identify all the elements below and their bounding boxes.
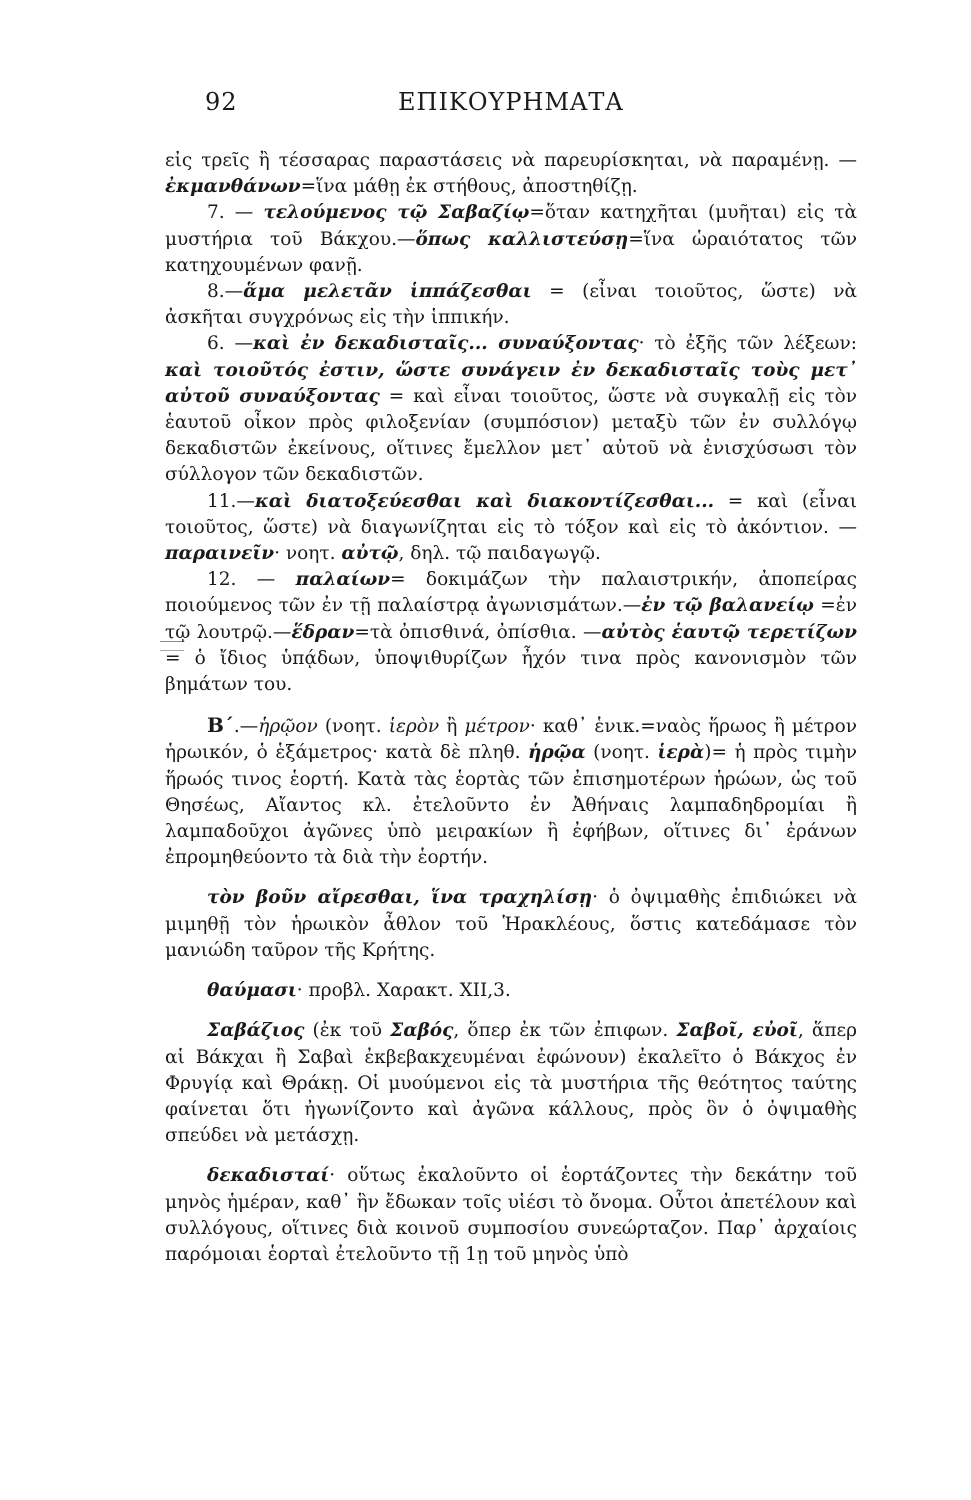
running-title: ΕΠΙΚΟΥΡΗΜΑΤΑ xyxy=(398,88,624,116)
text-run: · οὕτως ἐκαλοῦντο οἱ ἑορτάζοντες τὴν δεκάτην τοῦ μηνὸς ἡμέραν, καθ᾽ ἣν ἔδωκαν τοῖς υἱέσι τὸ ὄνομα. Οὗτοι ἀπετέλουν καὶ συλλόγους, οἵτινες διὰ κοινοῦ συμποσίου συνεώρταζον. Παρ᾽ ἀρχαίοις παρόμοιαι ἑορταὶ ἐτελοῦντο τῇ 1ῃ τοῦ μηνὸς ὑπὸ xyxy=(165,1165,857,1265)
page-body xyxy=(165,148,857,1268)
paragraph-p-cont xyxy=(165,148,857,200)
lemma-term: Σαβάζιος xyxy=(207,1020,305,1042)
lemma-term: Β΄ xyxy=(207,713,234,738)
paragraph-p-7 xyxy=(165,200,857,279)
lemma-term: δεκαδισταί xyxy=(207,1165,330,1187)
text-run: = καὶ (εἶναι τοιοῦτος, ὥστε) νὰ διαγωνίζηται εἰς τὸ τόξον καὶ εἰς τὸ ἀκόντιον. — xyxy=(165,490,857,538)
text-run: 11.— xyxy=(207,490,255,512)
lemma-term: Σαβοῖ, εὐοῖ xyxy=(676,1020,798,1042)
text-run: · τὸ ἐξῆς τῶν λέξεων: xyxy=(638,333,857,355)
text-run: =ἐν τῷ λουτρῷ.— xyxy=(165,595,857,643)
paragraph-p-B xyxy=(165,712,857,871)
lemma-term: καὶ ἐν δεκαδισταῖς... συναύξοντας xyxy=(252,333,639,355)
lemma-term: Σαβός xyxy=(390,1020,454,1042)
page-header xyxy=(0,88,971,124)
text-run: = ὁ ἴδιος ὑπᾴδων, ὑποψιθυρίζων ἦχόν τινα πρὸς κανονισμὸν τῶν βημάτων του. xyxy=(165,647,857,696)
lemma-term: ἅμα μελετᾶν ἱππάζεσθαι xyxy=(243,281,532,303)
text-run: ἢ xyxy=(439,716,465,738)
lemma-term: παλαίων xyxy=(295,569,391,591)
text-run: (νοητ. xyxy=(317,716,389,738)
text-run: εἰς τρεῖς ἢ τέσσαρας παραστάσεις νὰ παρευρίσκηται, νὰ παραμένῃ. — xyxy=(165,150,857,171)
page-number: 92 xyxy=(205,88,238,116)
text-run: , ὅπερ ἐκ τῶν ἐπιφων. xyxy=(453,1020,677,1042)
text-run: = δοκιμάζων τὴν παλαιστρικήν, ἀποπείρας ποιούμενος τῶν ἐν τῇ παλαίστρᾳ ἀγωνισμάτων.— xyxy=(165,569,857,617)
paragraph-p-dekad xyxy=(165,1163,857,1268)
text-run: · νοητ. xyxy=(274,543,342,565)
text-run: 6. — xyxy=(207,333,253,355)
text-run: , ἅπερ αἱ Βάκχαι ἢ Σαβαὶ ἐκβεβακχευμέναι ἐφώνουν) ἐκαλεῖτο ὁ Βάκχος ἐν Φρυγίᾳ καὶ Θράκῃ. Οἱ μυούμενοι εἰς τὰ μυστήρια τῆς θεότητος ταύτης φαίνεται ὅτι ἠγωνίζοντο καὶ ἀγῶνα κάλλους, πρὸς ὃν ὁ ὀψιμαθὴς σπεύδει νὰ μετάσχῃ. xyxy=(165,1020,857,1147)
lemma-term: ἐκμανθάνων xyxy=(165,176,301,198)
lemma-term: τὸν βοῦν αἴρεσθαι, ἵνα τραχηλίσῃ xyxy=(207,887,593,909)
paragraph-p-thaum xyxy=(165,978,857,1004)
lemma-term: τελούμενος τῷ Σαβαζίῳ xyxy=(263,202,530,224)
text-run: =ἵνα ὡραιότατος τῶν κατηχουμένων φανῇ. xyxy=(165,228,857,276)
lemma-term: καὶ τοιοῦτός ἐστιν, ὥστε συνάγειν ἐν δεκαδισταῖς τοὺς μετ᾽ αὐτοῦ συναύξοντας xyxy=(165,359,857,407)
lemma-term: ἡρῷα xyxy=(528,742,586,764)
text-run: =ὅταν κατηχῆται (μυῆται) εἰς τὰ μυστήρια τοῦ Βάκχου.— xyxy=(165,202,857,250)
paragraph-p-6 xyxy=(165,331,857,488)
text-run: 8.— xyxy=(207,281,244,303)
text-run: =τὰ ὀπισθινά, ὀπίσθια. — xyxy=(354,621,602,643)
text-run: .— xyxy=(233,716,259,738)
text-run: 12. — xyxy=(207,569,296,591)
text-run: · καθ᾽ ἑνικ.=ναὸς ἥρωος ἢ μέτρον ἡρωικόν, ὁ ἑξάμετρος· κατὰ δὲ πληθ. xyxy=(165,716,857,764)
lemma-term: ἱερὸν xyxy=(388,716,440,738)
text-run: (νοητ. xyxy=(585,742,658,764)
text-run: (ἐκ τοῦ xyxy=(304,1020,391,1042)
lemma-term: αὐτῷ xyxy=(341,543,399,565)
paragraph-p-sabaz xyxy=(165,1018,857,1149)
text-run: 7. — xyxy=(207,202,264,224)
lemma-term: ἐν τῷ βαλανείῳ xyxy=(641,595,814,617)
paragraph-p-12 xyxy=(165,567,857,698)
text-run: · ὁ ὀψιμαθὴς ἐπιδιώκει νὰ μιμηθῇ τὸν ἡρωικὸν ἆθλον τοῦ Ἡρακλέους, ὅστις κατεδάμασε τὸν μανιώδη ταῦρον τῆς Κρήτης. xyxy=(165,887,857,961)
text-run: = (εἶναι τοιοῦτος, ὥστε) νὰ ἀσκῆται συγχρόνως εἰς τὴν ἱππικήν. xyxy=(165,281,857,329)
paragraph-p-11 xyxy=(165,489,857,568)
text-run: · προβλ. Χαρακτ. XII,3. xyxy=(296,980,511,1002)
lemma-term: καὶ διατοξεύεσθαι καὶ διακοντίζεσθαι... xyxy=(254,490,715,512)
text-run: )= ἡ πρὸς τιμὴν ἥρωός τινος ἑορτή. Κατὰ τὰς ἑορτὰς τῶν ἐπισημοτέρων ἡρώων, ὡς τοῦ Θησέως, Αἴαντος κλ. ἐτελοῦντο ἐν Ἀθήναις λαμπαδηδρομίαι ἢ λαμπαδοῦχοι ἀγῶνες ὑπὸ μειρακίων ἢ ἐφήβων, οἵτινες δι᾽ ἐράνων ἐπρομηθεύοντο τὰ διὰ τὴν ἑορτήν. xyxy=(165,742,858,869)
lemma-term: μέτρον xyxy=(464,716,530,738)
text-run: , δηλ. τῷ παιδαγωγῷ. xyxy=(398,543,601,565)
lemma-term: ἕδραν xyxy=(291,621,355,643)
lemma-term: αὐτὸς ἑαυτῷ τερετίζων xyxy=(601,621,857,643)
text-run: = καὶ εἶναι τοιοῦτος, ὥστε νὰ συγκαλῇ εἰς τὸν ἑαυτοῦ οἶκον πρὸς φιλοξενίαν (συμπόσιον) μεταξὺ τῶν ἐν συλλόγῳ δεκαδιστῶν ἐκείνους, οἵτινες ἔμελλον μετ᾽ αὐτοῦ νὰ ἐνισχύσωσι τὸν σύλλογον τῶν δεκαδιστῶν. xyxy=(165,385,857,486)
lemma-term: παραινεῖν xyxy=(165,543,275,565)
lemma-term: ἡρῷον xyxy=(258,716,318,738)
lemma-term: θαύμασι xyxy=(207,980,297,1002)
lemma-term: ὅπως καλλιστεύσῃ xyxy=(415,228,629,250)
paragraph-p-bous xyxy=(165,885,857,964)
lemma-term: ἱερὰ xyxy=(657,742,705,764)
text-run: =ἵνα μάθῃ ἐκ στήθους, ἀποστηθίζῃ. xyxy=(300,176,638,198)
paragraph-p-8 xyxy=(165,279,857,331)
